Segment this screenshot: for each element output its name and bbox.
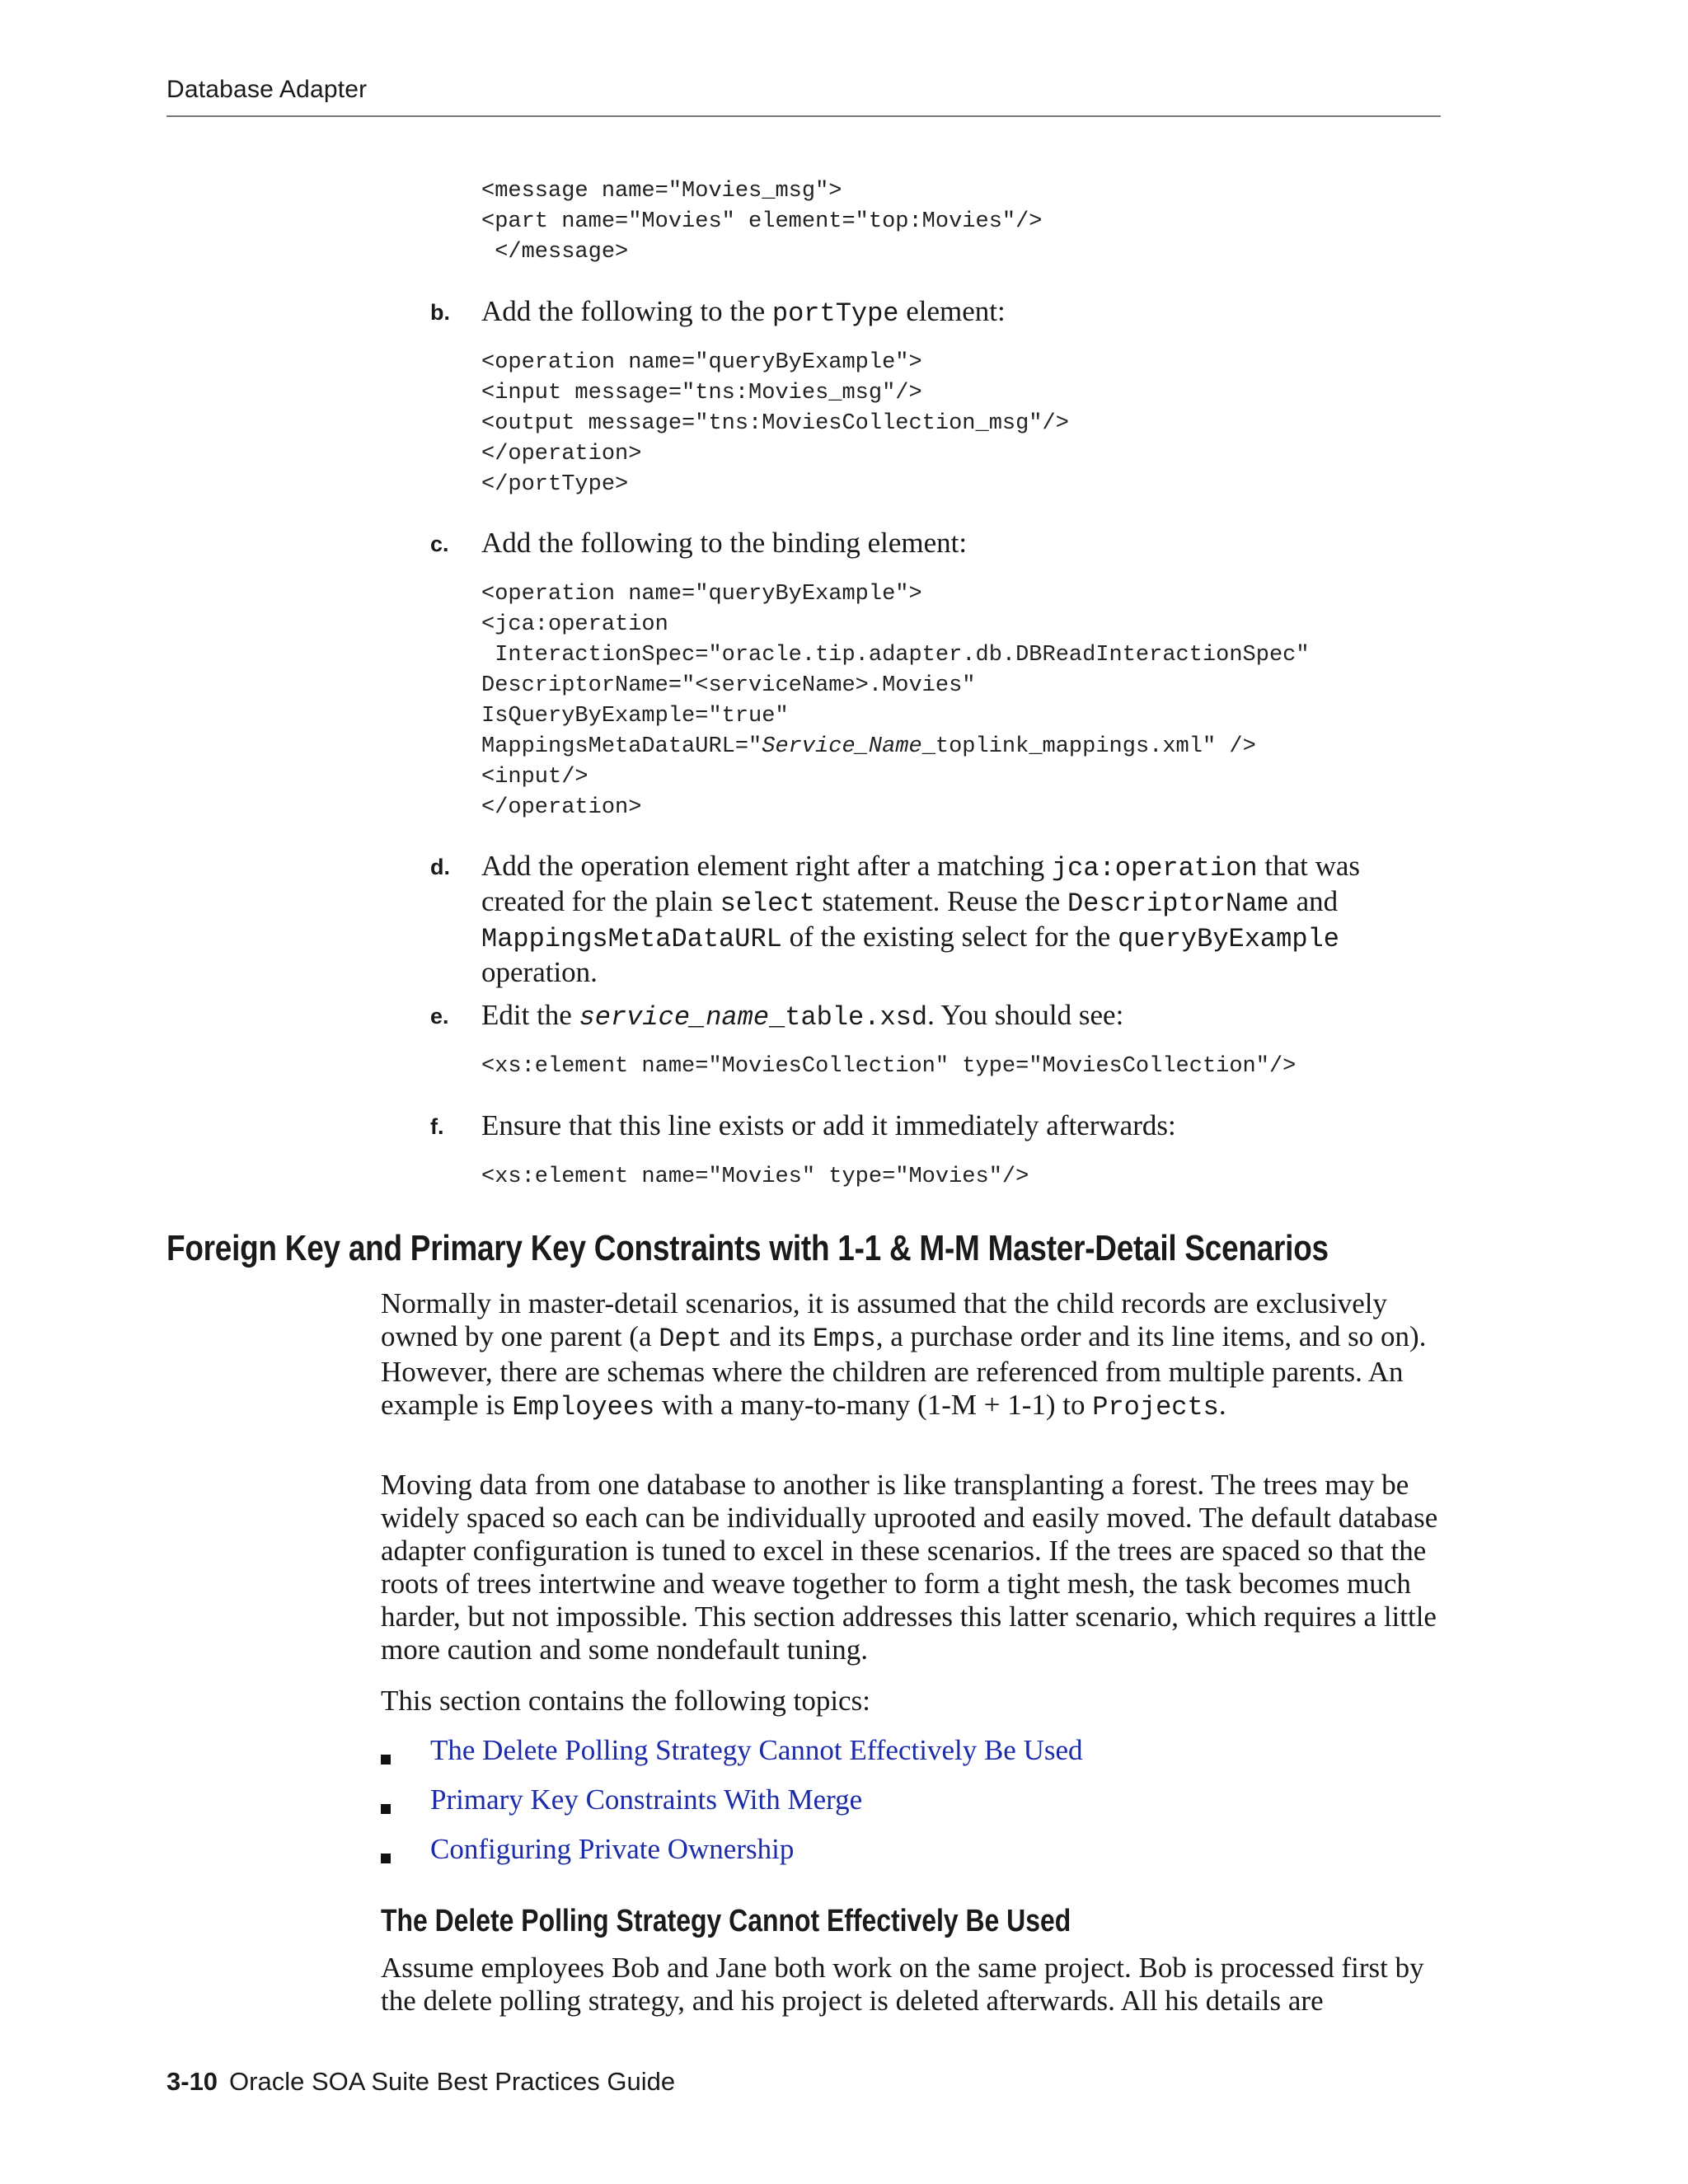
bullet-icon bbox=[381, 1854, 391, 1863]
step-d-letter: d. bbox=[430, 855, 450, 879]
step-d-text: Add the operation element right after a matching jca:operation that was created for the plain select statement. Reuse the DescriptorName and MappingsMetaDataURL of the existing select for the queryByExample operation. bbox=[481, 850, 1361, 988]
section-paragraph-1: Normally in master-detail scenarios, it is assumed that the child records are exclusively owned by one parent (a Dept and its Emps, a purchase order and its line items, and so on). However, there are schemas where the children are referenced from multiple parents. An example is Employees with a many-to-many (1-M + 1-1) to Projects. bbox=[381, 1287, 1427, 1422]
link-delete-polling-strategy[interactable]: The Delete Polling Strategy Cannot Effectively Be Used bbox=[430, 1734, 1083, 1766]
code-block-binding: <operation name="queryByExample"> <jca:operation InteractionSpec="oracle.tip.adapter.db.DBReadInteractionSpec" DescriptorName="<serviceName>.Movies" IsQueryByExample="true" MappingsMetaDataURL="Service_Name_toplink_mappings.xml" /> <input/> </operation> bbox=[481, 582, 1310, 820]
page-number: 3-10 bbox=[166, 2067, 218, 2096]
step-e-letter: e. bbox=[430, 1004, 449, 1029]
subsection-heading: The Delete Polling Strategy Cannot Effectively Be Used bbox=[381, 1904, 1071, 1938]
link-primary-key-constraints[interactable]: Primary Key Constraints With Merge bbox=[430, 1783, 863, 1816]
step-f-letter: f. bbox=[430, 1114, 444, 1139]
code-block-xsd-movies: <xs:element name="Movies" type="Movies"/> bbox=[481, 1165, 1029, 1189]
bullet-icon bbox=[381, 1804, 391, 1814]
subsection-paragraph-1: Assume employees Bob and Jane both work on the same project. Bob is processed first by the delete polling strategy, and his project is deleted afterwards. All his details are bbox=[381, 1952, 1424, 2017]
section-paragraph-2: Moving data from one database to another is like transplanting a forest. The trees may be widely spaced so each can be individually uprooted and easily moved. The default database adapter configuration is tuned to excel in these scenarios. If the trees are spaced so that the roots of trees intertwine and weave together to form a tight mesh, the task becomes much harder, but not impossible. This section addresses this latter scenario, which requires a little more caution and some nondefault tuning. bbox=[381, 1469, 1438, 1666]
bullet-icon bbox=[381, 1755, 391, 1765]
step-b-letter: b. bbox=[430, 300, 450, 325]
header-rule bbox=[166, 115, 1441, 117]
step-e-text: Edit the service_name_table.xsd. You should see: bbox=[481, 999, 1124, 1033]
step-c-letter: c. bbox=[430, 532, 449, 556]
book-title: Oracle SOA Suite Best Practices Guide bbox=[229, 2067, 676, 2096]
page-footer bbox=[166, 2067, 675, 2097]
step-f-text: Ensure that this line exists or add it immediately afterwards: bbox=[481, 1109, 1176, 1141]
running-header: Database Adapter bbox=[166, 76, 368, 103]
code-block-xsd-collection: <xs:element name="MoviesCollection" type="MoviesCollection"/> bbox=[481, 1054, 1296, 1079]
code-block-porttype: <operation name="queryByExample"> <input message="tns:Movies_msg"/> <output message="tns:MoviesCollection_msg"/> </operation> </portType> bbox=[481, 350, 1069, 497]
step-c-text: Add the following to the binding element: bbox=[481, 527, 968, 559]
link-private-ownership[interactable]: Configuring Private Ownership bbox=[430, 1833, 795, 1865]
section-heading: Foreign Key and Primary Key Constraints with 1-1 & M-M Master-Detail Scenarios bbox=[166, 1228, 1329, 1268]
step-b-text: Add the following to the portType element: bbox=[481, 295, 1006, 329]
section-paragraph-3: This section contains the following topics: bbox=[381, 1685, 870, 1717]
code-block-message: <message name="Movies_msg"> <part name="Movies" element="top:Movies"/> </message> bbox=[481, 179, 1043, 265]
